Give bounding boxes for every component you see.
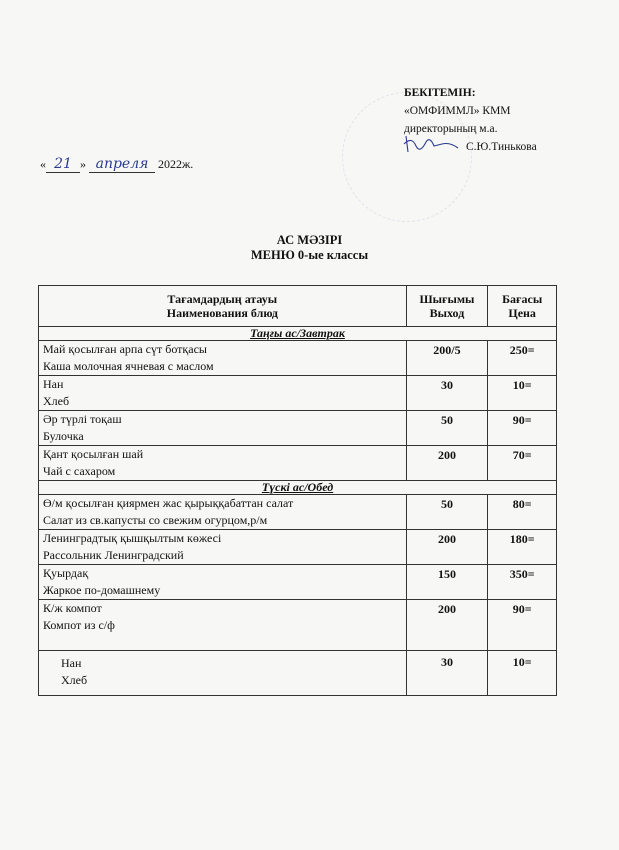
dish-name-kz: Нан [43, 377, 64, 391]
approval-heading: БЕКІТЕМІН: [404, 87, 476, 99]
date-day: 21 [54, 156, 72, 172]
dish-price: 10= [488, 376, 557, 411]
header-price-ru: Цена [508, 306, 536, 320]
dish-name [39, 651, 407, 696]
dish-name [39, 600, 407, 651]
dish-name [39, 411, 407, 446]
page-title [0, 233, 619, 263]
date-year: 2022ж. [158, 157, 194, 171]
dish-name-ru: Чай с сахаром [43, 464, 116, 478]
dish-name-kz: Қуырдақ [43, 566, 89, 580]
dish-name-kz: Әр түрлі тоқаш [43, 412, 122, 426]
table-row [39, 565, 557, 600]
dish-yield: 200/5 [406, 341, 488, 376]
dish-price: 80= [488, 495, 557, 530]
dish-price: 350= [488, 565, 557, 600]
section-row [39, 481, 557, 495]
dish-yield: 50 [406, 411, 488, 446]
dish-price: 250= [488, 341, 557, 376]
dish-name-ru: Хлеб [61, 673, 88, 687]
dish-name-ru: Рассольник Ленинградский [43, 548, 184, 562]
title-ru: МЕНЮ 0-ые классы [250, 248, 369, 262]
dish-name-ru: Компот из с/ф [43, 618, 115, 632]
dish-yield: 200 [406, 530, 488, 565]
dish-name-ru: Жаркое по-домашнему [43, 583, 161, 597]
dish-name [39, 446, 407, 481]
header-name-ru: Наименования блюд [166, 306, 278, 320]
dish-name-kz: Май қосылған арпа сүт ботқасы [43, 342, 207, 356]
dish-price: 70= [488, 446, 557, 481]
dish-name-ru: Булочка [43, 429, 84, 443]
table-row [39, 446, 557, 481]
dish-yield: 150 [406, 565, 488, 600]
dish-yield: 30 [406, 651, 488, 696]
dish-price: 90= [488, 411, 557, 446]
table-row [39, 411, 557, 446]
table-row [39, 341, 557, 376]
approval-block [404, 84, 537, 156]
dish-price: 10= [488, 651, 557, 696]
menu-table [38, 285, 557, 696]
approval-role: директорының м.а. [404, 123, 498, 135]
dish-name-kz: К/ж компот [43, 601, 102, 615]
dish-price: 180= [488, 530, 557, 565]
date-month: апреля [95, 156, 149, 172]
dish-yield: 50 [406, 495, 488, 530]
dish-name-kz: Ленинградтық қышқылтым көжесі [43, 531, 222, 545]
dish-name-ru: Каша молочная ячневая с маслом [43, 359, 214, 373]
dish-name [39, 495, 407, 530]
header-name [39, 286, 407, 327]
header-yield-kz: Шығымы [419, 292, 475, 306]
dish-yield: 30 [406, 376, 488, 411]
header-yield-ru: Выход [429, 306, 465, 320]
header-price [488, 286, 557, 327]
dish-name [39, 530, 407, 565]
dish-name [39, 341, 407, 376]
document-date: « 21 » апреля 2022ж. [40, 156, 194, 172]
approval-org: «ОМФИММЛ» КММ [404, 105, 511, 117]
dish-name-ru: Салат из св.капусты со свежим огурцом,р/м [43, 513, 268, 527]
dish-yield: 200 [406, 600, 488, 651]
header-price-kz: Бағасы [502, 292, 543, 306]
dish-name-ru: Хлеб [43, 394, 70, 408]
dish-name-kz: Қант қосылған шай [43, 447, 144, 461]
table-row [39, 530, 557, 565]
table-row [39, 376, 557, 411]
dish-name [39, 376, 407, 411]
section-title: Түскі ас/Обед [261, 480, 334, 494]
header-yield [406, 286, 488, 327]
header-name-kz: Тағамдардың атауы [167, 292, 278, 306]
table-header [39, 286, 557, 327]
dish-yield: 200 [406, 446, 488, 481]
section-row [39, 327, 557, 341]
dish-name [39, 565, 407, 600]
approval-name: С.Ю.Тинькова [466, 141, 537, 153]
table-row [39, 495, 557, 530]
table-row [39, 651, 557, 696]
dish-name-kz: Ө/м қосылған қиярмен жас қырыққабаттан салат [43, 496, 294, 510]
dish-price: 90= [488, 600, 557, 651]
signature-icon [402, 132, 462, 158]
table-row [39, 600, 557, 651]
section-title: Таңғы ас/Завтрак [250, 326, 345, 340]
dish-name-kz: Нан [61, 656, 82, 670]
title-kz: АС МӘЗІРІ [276, 233, 343, 247]
